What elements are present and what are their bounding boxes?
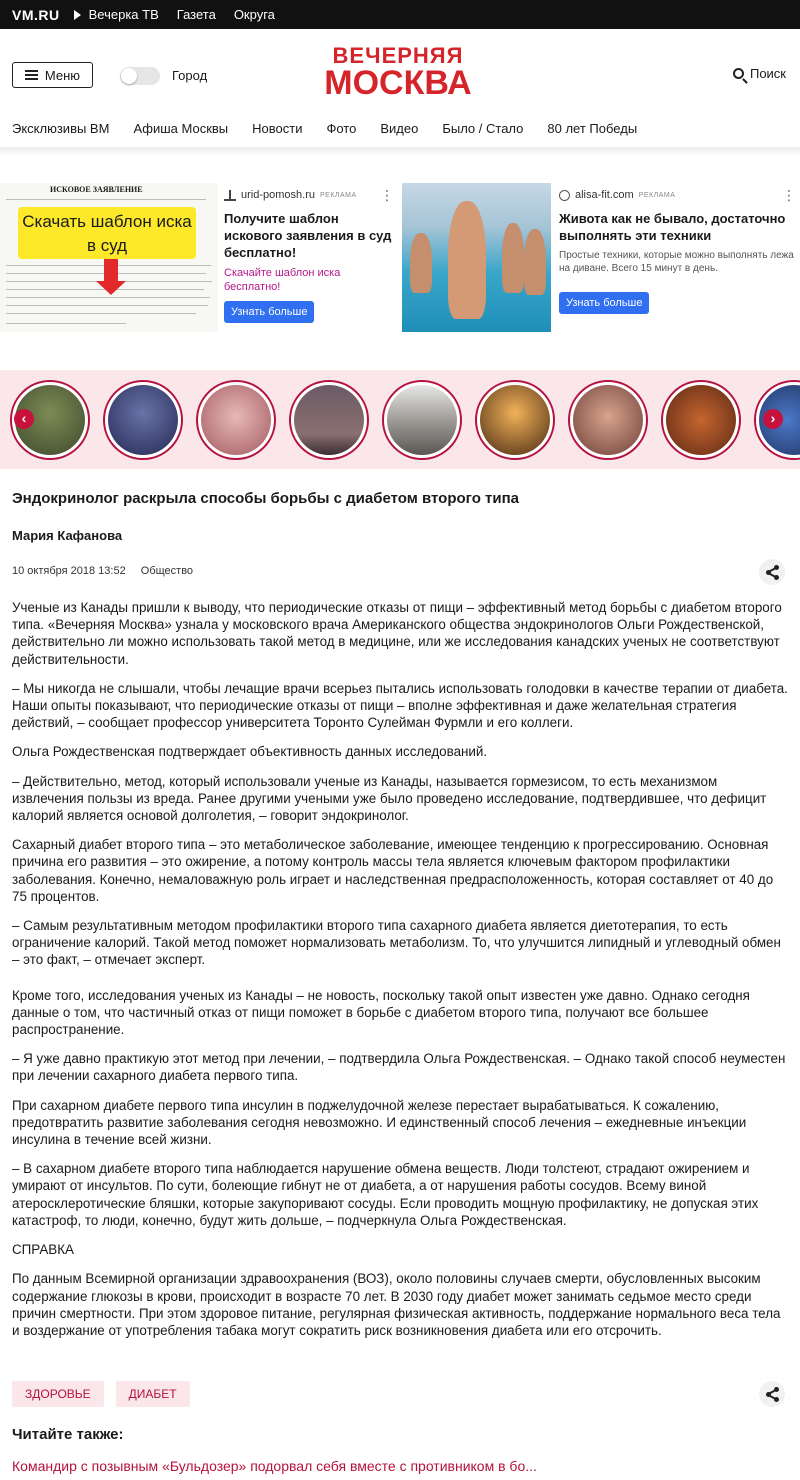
hamburger-icon xyxy=(25,70,38,80)
topbar-link-tv[interactable]: Вечерка ТВ xyxy=(88,7,159,22)
article-rubric[interactable]: Общество xyxy=(140,565,194,577)
search-icon xyxy=(733,68,744,79)
ad-title[interactable]: Получите шаблон искового заявления в суд бесплатно! xyxy=(224,211,392,260)
ad-body xyxy=(559,189,796,314)
menu-button[interactable] xyxy=(12,62,93,88)
more-vertical-icon[interactable]: ⋮ xyxy=(380,187,394,203)
article-tags xyxy=(12,1381,190,1407)
story-item[interactable] xyxy=(661,380,741,460)
article-paragraph: – Мы никогда не слышали, чтобы лечащие врачи всерьез пытались использовать голодовки в качестве терапии от диабета. Наши опыты показывают, что периодические отказы от пищи – вполне эффективная и даже желательная стратегия действий, – сообщает профессор университета Торонто Сулейман Фурмли и его коллеги. xyxy=(12,680,788,731)
ad-banner-legal[interactable] xyxy=(0,183,398,332)
play-icon xyxy=(74,10,81,20)
search-label: Поиск xyxy=(749,66,786,81)
ad-text[interactable]: Скачайте шаблон иска бесплатно! xyxy=(224,267,341,293)
city-toggle[interactable] xyxy=(120,67,160,85)
menu-button-label: Меню xyxy=(44,67,81,83)
ad-title[interactable]: Живота как не бывало, достаточно выполнять эти техники xyxy=(559,211,786,243)
scales-icon xyxy=(224,190,236,201)
related-article-link[interactable]: Командир с позывным «Бульдозер» подорвал себя вместе с противником в бо... xyxy=(12,1458,537,1474)
article-paragraph: Сахарный диабет второго типа – это метаболическое заболевание, имеющее тенденцию к прогрессированию. Основная причина его развития – это ожирение, а потому контроль массы тела является ключевым фактором профилактики заболевания. Конечно, немаловажную роль играет и наследственная предрасположенность, которая составляет от 40 до 75 процентов. xyxy=(12,837,774,904)
ad-image-pool[interactable] xyxy=(402,183,551,332)
ad-label: РЕКЛАМА xyxy=(319,191,357,199)
story-item[interactable] xyxy=(382,380,462,460)
topbar-link-newspaper[interactable]: Газета xyxy=(176,7,216,22)
ad-source[interactable]: urid-pomosh.ru xyxy=(241,189,315,201)
story-item[interactable] xyxy=(289,380,369,460)
article-date: 10 октября 2018 13:52 xyxy=(12,565,126,577)
article-paragraph: Ольга Рождественская подтверждает объективность данных исследований. xyxy=(12,744,488,760)
ad-label: РЕКЛАМА xyxy=(638,191,676,199)
story-item[interactable] xyxy=(103,380,183,460)
article-reference-heading: СПРАВКА xyxy=(12,1242,74,1258)
top-bar xyxy=(0,0,800,29)
article-paragraph: – Действительно, метод, который использовали ученые из Канады, называется гормезисом, то есть механизмом извлечения пользы из вреда. Ранее другими учеными уже было проведено исследование, подтвердившее, что дефицит калорий является основой долголетия, – говорит эндокринолог. xyxy=(12,773,767,824)
article-body xyxy=(12,599,788,1351)
read-also-heading: Читайте также: xyxy=(12,1426,124,1443)
article-paragraph: – Самым результативным методом профилактики второго типа сахарного диабета является диетотерапия, то есть ограничение калорий. Такой метод поможет нормализовать метаболизм. То, что улучшится липидный и углеводный обмен – это факт, – отмечает эксперт. xyxy=(12,918,781,968)
arrow-down-icon xyxy=(104,259,118,283)
ad-learn-more-button[interactable]: Узнать больше xyxy=(559,292,649,314)
nav-item-afisha[interactable]: Афиша Москвы xyxy=(133,121,229,136)
globe-icon xyxy=(559,190,570,201)
nav-item-photo[interactable]: Фото xyxy=(326,121,357,136)
article-paragraph: – Я уже давно практикую этот метод при лечении, – подтвердила Ольга Рождественская. – Однако такой способ неуместен при лечении сахарного диабета первого типа. xyxy=(12,1051,786,1084)
article-meta xyxy=(12,565,193,577)
story-item[interactable] xyxy=(568,380,648,460)
article-paragraph: – В сахарном диабете второго типа наблюдается нарушение обмена веществ. Люди толстеют, страдают ожирением и умирают от инсультов. По сути, болеющие гибнут не от диабета, а от нарушения работы сосудов. Всему виной атеросклеротические бляшки, которые закупоривают сосуды. Если проводить мощную профилактику, не допуская этих катастроф, то люди, конечно, будут жить дольше, – подчеркнула Ольга Рождественская. xyxy=(12,1161,759,1228)
search-button[interactable] xyxy=(733,66,786,81)
article-paragraph: Кроме того, исследования ученых из Канады – не новость, поскольку такой опыт известен уже давно. Однако сегодня данные о том, что частичный отказ от пищи поможет в борьбе с диабетом второго типа, получают все большее распространение. xyxy=(12,987,750,1038)
ad-image-doc-title: ИСКОВОЕ ЗАЯВЛЕНИЕ xyxy=(50,185,143,194)
main-nav xyxy=(0,121,800,147)
article-title: Эндокринолог раскрыла способы борьбы с диабетом второго типа xyxy=(12,490,519,507)
topbar-link-districts[interactable]: Округа xyxy=(233,7,275,22)
stories-carousel xyxy=(0,370,800,469)
ad-body xyxy=(224,189,394,323)
ad-text[interactable]: Простые техники, которые можно выполнять лежа на диване. Всего 15 минут в день. xyxy=(559,250,794,274)
tag-health[interactable]: ЗДОРОВЬЕ xyxy=(12,1381,104,1407)
nav-item-victory-80[interactable]: 80 лет Победы xyxy=(547,121,638,136)
site-logo[interactable]: VM.RU xyxy=(12,6,60,23)
story-item[interactable] xyxy=(475,380,555,460)
ad-source-row xyxy=(559,189,796,201)
nav-item-video[interactable]: Видео xyxy=(380,121,419,136)
ad-source-row xyxy=(224,189,394,201)
arrow-head-shape xyxy=(96,281,126,295)
article-paragraph: Ученые из Канады пришли к выводу, что периодические отказы от пищи – эффективный метод борьбы с диабетом второго типа. «Вечерняя Москва» узнала у московского врача Американского общества эндокринологов Ольги Рождественской, действительно ли можно использовать такой метод в медицине, или же исследования канадских ученых не соответствуют действительности. xyxy=(12,600,782,667)
article-paragraph: По данным Всемирной организации здравоохранения (ВОЗ), около половины случаев смерти, обусловленных высоким содержание глюкозы в крови, происходит в возрасте 70 лет. В 2030 году диабет может занимать седьмое место среди причин смертности. При этом здоровое питание, регулярная физическая активность, поддержание нормального веса тела и воздержание от употребления табака могут сократить риск возникновения диабета или его отсрочить. xyxy=(12,1271,781,1338)
more-vertical-icon[interactable]: ⋮ xyxy=(782,187,796,203)
ad-image-document[interactable] xyxy=(0,183,218,332)
nav-item-was-became[interactable]: Было / Стало xyxy=(442,121,524,136)
ad-source[interactable]: alisa-fit.com xyxy=(575,189,634,201)
nav-divider xyxy=(0,147,800,157)
city-toggle-label: Город xyxy=(172,68,208,83)
brand-logo-line1: ВЕЧЕРНЯЯ xyxy=(332,43,464,68)
stories-prev-button[interactable]: ‹ xyxy=(14,409,34,429)
ad-image-caption: Скачать шаблон иска в суд xyxy=(18,207,196,259)
site-header xyxy=(0,29,800,121)
brand-logo[interactable] xyxy=(306,43,490,102)
story-item[interactable] xyxy=(196,380,276,460)
ad-learn-more-button[interactable]: Узнать больше xyxy=(224,301,314,323)
stories-next-button[interactable]: › xyxy=(763,409,783,429)
tag-diabetes[interactable]: ДИАБЕТ xyxy=(116,1381,190,1407)
article-paragraph: При сахарном диабете первого типа инсулин в поджелудочной железе перестает вырабатываться. К сожалению, предотвратить развитие заболевания сегодня невозможно. И единственный способ лечения – ежедневные инъекции инсулина в течение всей жизни. xyxy=(12,1097,747,1148)
brand-logo-line2: МОСКВА xyxy=(324,63,472,102)
share-button[interactable] xyxy=(759,559,785,585)
nav-item-exclusives[interactable]: Эксклюзивы ВМ xyxy=(12,121,110,136)
nav-item-news[interactable]: Новости xyxy=(252,121,303,136)
ad-banner-fitness[interactable] xyxy=(402,183,800,332)
share-button-bottom[interactable] xyxy=(759,1381,785,1407)
article-author[interactable]: Мария Кафанова xyxy=(12,528,123,543)
